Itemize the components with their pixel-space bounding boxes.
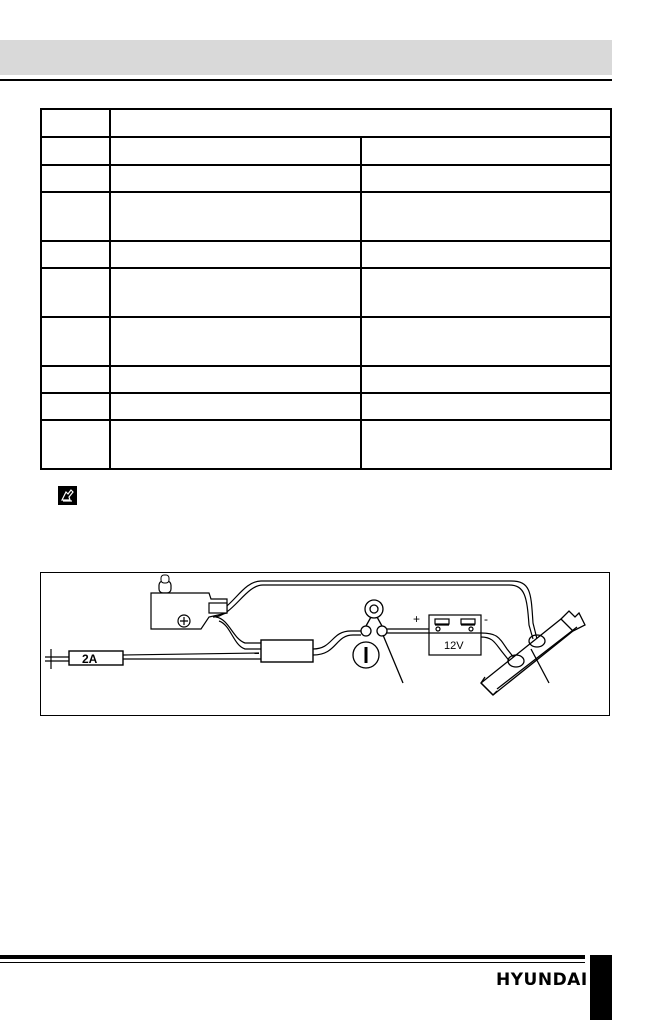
table-cell bbox=[110, 241, 361, 268]
table-cell bbox=[41, 268, 110, 317]
table-cell bbox=[41, 241, 110, 268]
table-row bbox=[41, 192, 611, 241]
table-row bbox=[41, 137, 611, 165]
footer-rule bbox=[0, 955, 585, 959]
header-band bbox=[0, 40, 612, 75]
table-cell bbox=[41, 165, 110, 192]
table-cell bbox=[361, 192, 612, 241]
table-row bbox=[41, 366, 611, 393]
connector-block bbox=[151, 575, 227, 629]
table-row bbox=[41, 393, 611, 420]
table-cell bbox=[41, 420, 110, 469]
fuse-label: 2A bbox=[82, 652, 98, 666]
table-cell bbox=[110, 317, 361, 366]
spec-table bbox=[40, 108, 612, 470]
table-cell bbox=[110, 366, 361, 393]
filter-box bbox=[261, 640, 313, 662]
ignition-switch bbox=[353, 600, 403, 683]
brand-logo: HYUNDAI bbox=[496, 970, 588, 990]
table-cell bbox=[41, 366, 110, 393]
table-cell bbox=[41, 137, 110, 165]
table-cell bbox=[361, 393, 612, 420]
table-cell bbox=[361, 317, 612, 366]
table-row bbox=[41, 420, 611, 469]
table-cell bbox=[110, 393, 361, 420]
wiring-diagram bbox=[40, 572, 610, 716]
table-row bbox=[41, 109, 611, 137]
table-cell bbox=[41, 109, 110, 137]
battery-label: 12V bbox=[444, 640, 464, 652]
table-cell bbox=[110, 268, 361, 317]
ignition-to-battery bbox=[387, 629, 429, 633]
table-row bbox=[41, 165, 611, 192]
table-cell bbox=[110, 109, 611, 137]
table-cell bbox=[110, 192, 361, 241]
table-cell bbox=[41, 192, 110, 241]
table-cell bbox=[41, 317, 110, 366]
footer-line bbox=[0, 962, 585, 963]
battery-minus: - bbox=[484, 612, 488, 626]
table-cell bbox=[110, 165, 361, 192]
table-cell bbox=[41, 393, 110, 420]
connector-to-filter bbox=[216, 617, 261, 649]
table-cell bbox=[361, 241, 612, 268]
battery-plus: + bbox=[413, 612, 421, 626]
footer-page-tab bbox=[590, 955, 612, 1020]
table-cell bbox=[361, 165, 612, 192]
table-cell bbox=[110, 137, 361, 165]
table-row bbox=[41, 268, 611, 317]
table-cell bbox=[361, 137, 612, 165]
note-hand-icon bbox=[58, 486, 77, 505]
table-cell bbox=[361, 268, 612, 317]
table-cell bbox=[110, 420, 361, 469]
table-row bbox=[41, 241, 611, 268]
battery-to-chassis bbox=[481, 633, 515, 663]
header-rule bbox=[0, 79, 612, 81]
table-cell bbox=[361, 420, 612, 469]
table-row bbox=[41, 317, 611, 366]
table-cell bbox=[361, 366, 612, 393]
